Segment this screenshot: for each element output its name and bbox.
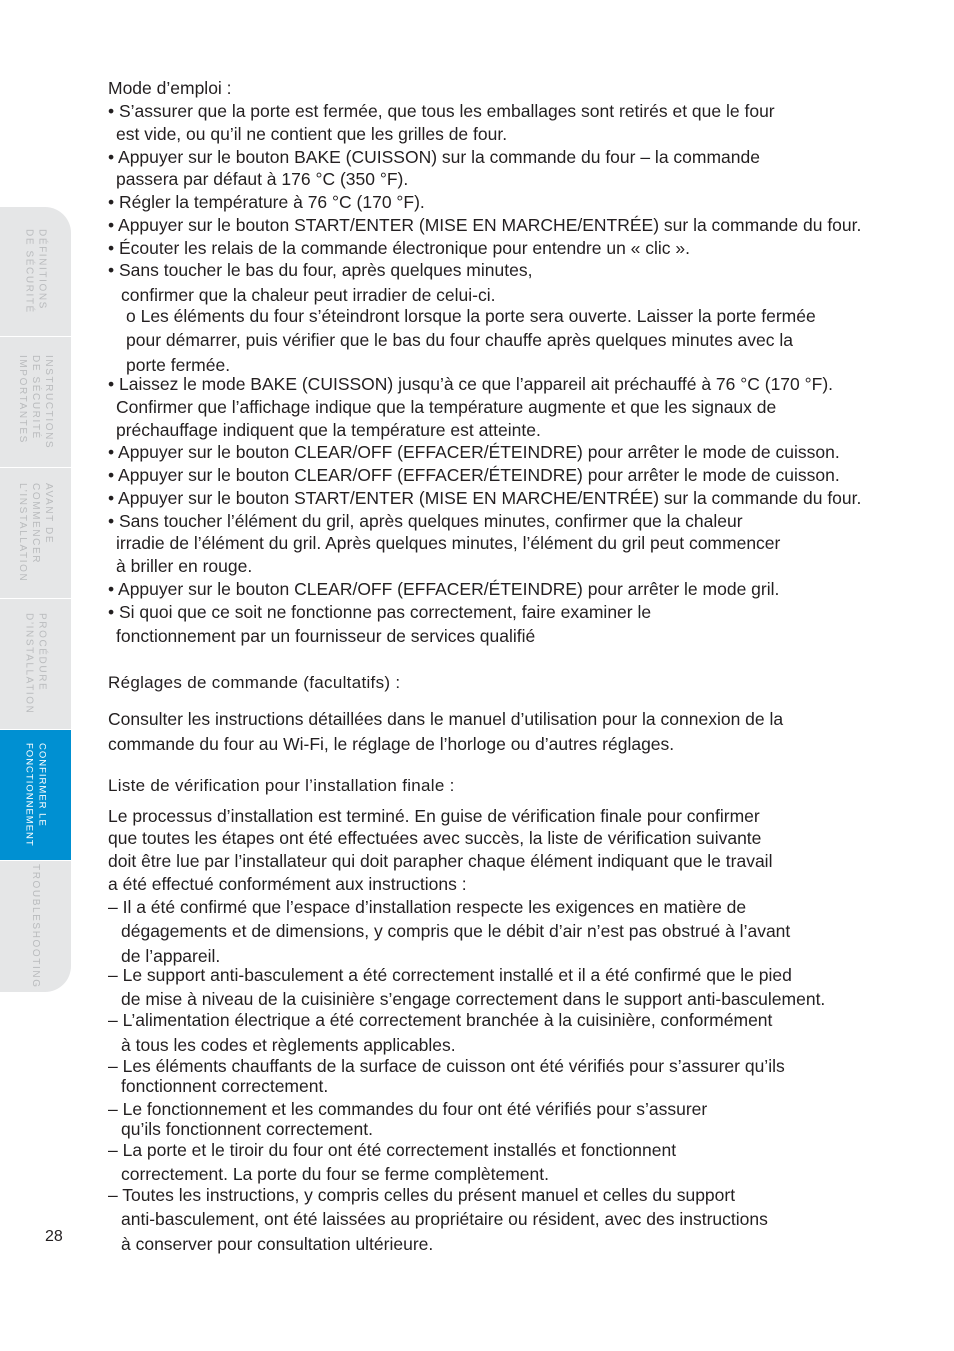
reglages-line: Consulter les instructions détaillées dans le manuel d’utilisation pour la connexion de la: [108, 709, 784, 729]
mode-line: • Appuyer sur le bouton BAKE (CUISSON) sur la commande du four – la commande: [108, 147, 760, 167]
tab-avant-de-commencer[interactable]: [0, 468, 71, 599]
tab-troubleshooting[interactable]: [0, 861, 71, 992]
side-tab-strip: [0, 207, 71, 992]
page-number: 28: [45, 1228, 63, 1245]
mode-line: • Appuyer sur le bouton CLEAR/OFF (EFFACER/ÉTEINDRE) pour arrêter le mode de cuisson.: [108, 465, 840, 485]
liste-line: correctement. La porte du four se ferme complètement.: [121, 1164, 549, 1184]
liste-line: – L’alimentation électrique a été correctement branchée à la cuisinière, conformément: [108, 1010, 773, 1030]
mode-line: passera par défaut à 176 °C (350 °F).: [116, 169, 409, 189]
tab-confirmer-fonctionnement[interactable]: [0, 730, 71, 861]
liste-line: dégagements et de dimensions, y compris que le débit d’air n’est pas obstrué à l’avant: [121, 921, 791, 941]
liste-line: fonctionnent correctement.: [121, 1076, 329, 1096]
liste-line: – Les éléments chauffants de la surface de cuisson ont été vérifiés pour s’assurer qu’ils: [108, 1056, 785, 1076]
liste-line: – Le fonctionnement et les commandes du four ont été vérifiés pour s’assurer: [108, 1099, 708, 1119]
liste-line: – La porte et le tiroir du four ont été correctement installés et fonctionnent: [108, 1140, 677, 1160]
mode-line: • Appuyer sur le bouton CLEAR/OFF (EFFACER/ÉTEINDRE) pour arrêter le mode gril.: [108, 579, 780, 599]
liste-line: anti-basculement, ont été laissées au propriétaire ou résident, avec des instructions: [121, 1209, 768, 1229]
mode-line: • Sans toucher l’élément du gril, après quelques minutes, confirmer que la chaleur: [108, 511, 743, 531]
tab-label: DÉFINITIONS DE SÉCURITÉ: [23, 229, 48, 314]
mode-line: • Laissez le mode BAKE (CUISSON) jusqu’à ce que l’appareil ait préchauffé à 76 °C (170 °F).: [108, 374, 834, 394]
tab-definitions-securite[interactable]: [0, 207, 71, 337]
tab-label: INSTRUCTIONS DE SÉCURITÉ IMPORTANTES: [17, 354, 54, 450]
mode-line: • Appuyer sur le bouton START/ENTER (MISE EN MARCHE/ENTRÉE) sur la commande du four.: [108, 215, 862, 235]
tab-label: AVANT DE COMMENCER L’INSTALLATION: [17, 483, 54, 583]
mode-line: confirmer que la chaleur peut irradier de celui-ci.: [121, 285, 496, 305]
liste-line: de mise à niveau de la cuisinière s’engage correctement dans le support anti-basculement.: [121, 989, 826, 1009]
mode-line: • Sans toucher le bas du four, après quelques minutes,: [108, 260, 533, 280]
mode-line: • Appuyer sur le bouton CLEAR/OFF (EFFACER/ÉTEINDRE) pour arrêter le mode de cuisson.: [108, 442, 840, 462]
mode-line: Confirmer que l’affichage indique que la température augmente et que les signaux de: [116, 397, 777, 417]
mode-line: o Les éléments du four s’éteindront lorsque la porte sera ouverte. Laisser la porte fermée: [126, 306, 816, 326]
mode-line: irradie de l’élément du gril. Après quelques minutes, l’élément du gril peut commencer: [116, 533, 781, 553]
tab-instructions-securite[interactable]: [0, 337, 71, 468]
mode-line: • Écouter les relais de la commande électronique pour entendre un « clic ».: [108, 238, 691, 258]
liste-line: – Toutes les instructions, y compris celles du présent manuel et celles du support: [108, 1185, 736, 1205]
tab-label: TROUBLESHOOTING: [30, 864, 41, 989]
mode-line: à briller en rouge.: [116, 556, 253, 576]
liste-heading: Liste de vérification pour l’installation finale :: [108, 776, 455, 795]
mode-line: • Régler la température à 76 °C (170 °F).: [108, 192, 425, 212]
mode-line: • S’assurer que la porte est fermée, que tous les emballages sont retirés et que le four: [108, 101, 775, 121]
mode-line: porte fermée.: [126, 355, 231, 375]
liste-line: à tous les codes et règlements applicables.: [121, 1035, 456, 1055]
mode-heading: Mode d’emploi :: [108, 78, 232, 98]
mode-line: est vide, ou qu’il ne contient que les grilles de four.: [116, 124, 508, 144]
reglages-line: commande du four au Wi-Fi, le réglage de l’horloge ou d’autres réglages.: [108, 734, 675, 754]
reglages-heading: Réglages de commande (facultatifs) :: [108, 673, 401, 692]
liste-line: doit être lue par l’installateur qui doit parapher chaque élément indiquant que le travail: [108, 851, 773, 871]
liste-line: Le processus d’installation est terminé. En guise de vérification finale pour confirmer: [108, 806, 760, 826]
liste-line: de l’appareil.: [121, 946, 221, 966]
liste-line: à conserver pour consultation ultérieure.: [121, 1234, 434, 1254]
tab-procedure-installation[interactable]: [0, 599, 71, 730]
mode-line: fonctionnement par un fournisseur de services qualifié: [116, 626, 536, 646]
liste-line: que toutes les étapes ont été effectuées avec succès, la liste de vérification suivante: [108, 828, 762, 848]
liste-line: a été effectué conformément aux instructions :: [108, 874, 467, 894]
liste-line: – Le support anti-basculement a été correctement installé et il a été confirmé que le pied: [108, 965, 792, 985]
mode-line: • Si quoi que ce soit ne fonctionne pas correctement, faire examiner le: [108, 602, 652, 622]
mode-line: pour démarrer, puis vérifier que le bas du four chauffe après quelques minutes avec la: [126, 330, 794, 350]
mode-line: • Appuyer sur le bouton START/ENTER (MISE EN MARCHE/ENTRÉE) sur la commande du four.: [108, 488, 862, 508]
liste-line: – Il a été confirmé que l’espace d’installation respecte les exigences en matière de: [108, 897, 747, 917]
tab-label: PROCÉDURE D’INSTALLATION: [23, 613, 48, 715]
liste-line: qu’ils fonctionnent correctement.: [121, 1119, 373, 1139]
tab-label: CONFIRMER LE FONCTIONNEMENT: [23, 743, 48, 847]
mode-line: préchauffage indiquent que la température est atteinte.: [116, 420, 541, 440]
